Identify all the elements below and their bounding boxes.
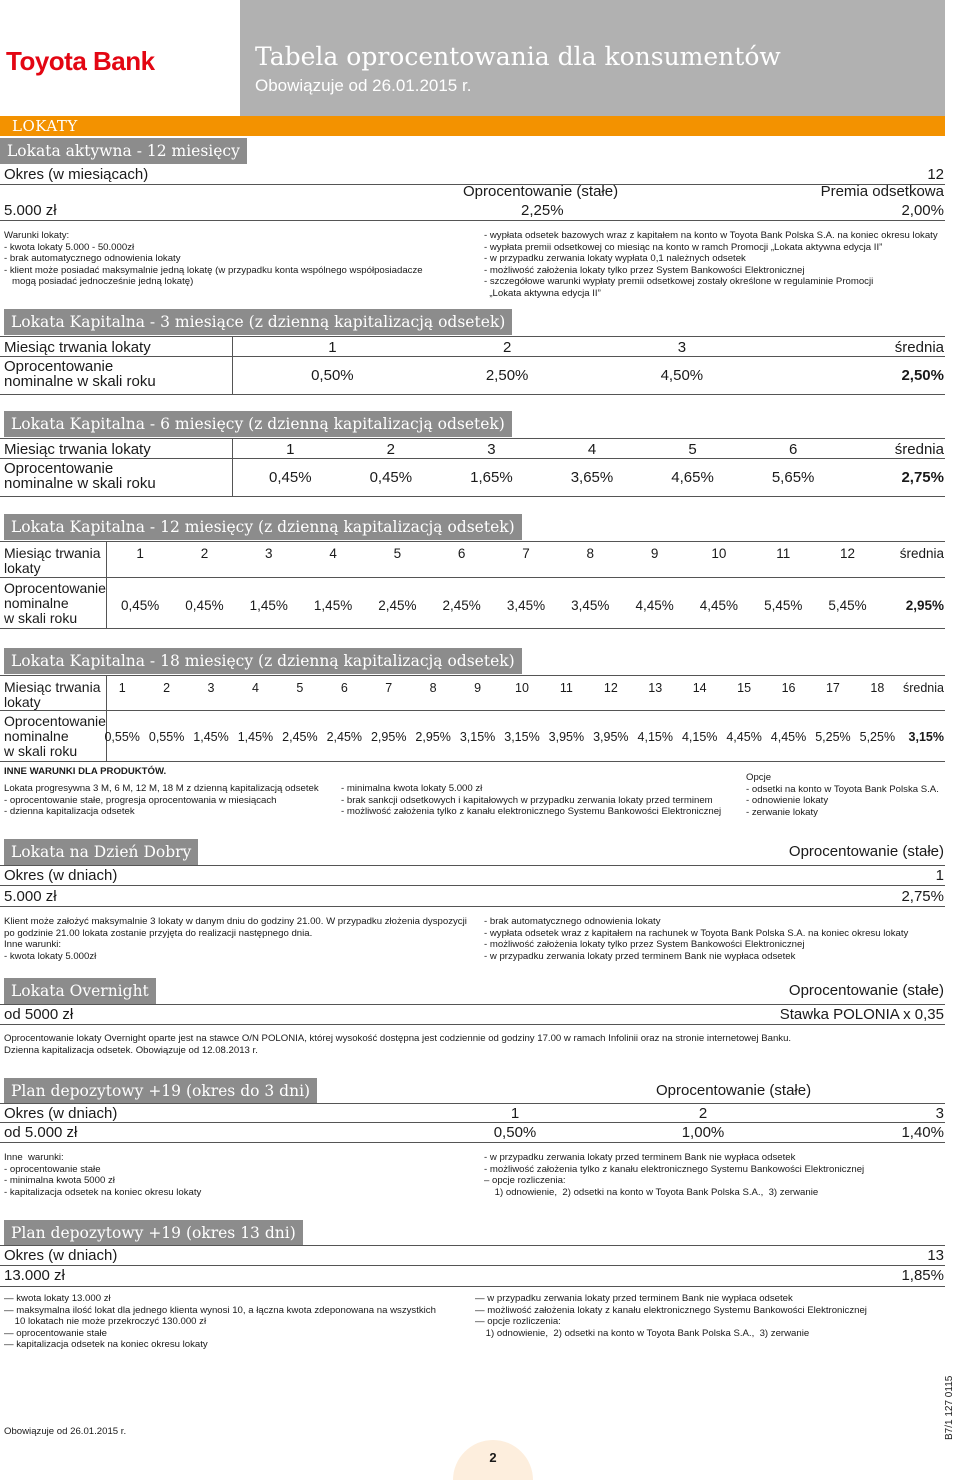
kap3-rate-4: 2,50% [901, 367, 944, 384]
plan13-left-notes: — kwota lokaty 13.000 zł — maksymalna ilość lokat dla jednego klienta wynosi 10, a łączna kwota zdeponowana na wszystkich 10 lokatach nie może przekroczyć 130.000 zł — oprocentowanie stałe — kapitalizacja odsetek na koniec okresu lokaty [4, 1293, 436, 1351]
aktywna-amount: 5.000 zł [4, 202, 57, 219]
kap18-rate-label-1: Oprocentowanie [4, 713, 106, 729]
plan3-period-label: Okres (w dniach) [4, 1105, 118, 1122]
document-code: B7/1 127 0115 [944, 1375, 955, 1440]
divider [0, 1245, 945, 1246]
kap12-rate-12: 5,45% [828, 598, 867, 613]
divider [0, 1122, 945, 1123]
kap12-rate-6: 2,45% [442, 598, 481, 613]
divider [0, 906, 945, 907]
plan13-amount: 13.000 zł [4, 1267, 65, 1284]
aktywna-period-value: 12 [927, 166, 944, 183]
toyota-bank-logo: Toyota Bank [6, 46, 155, 76]
plan13-period-label: Okres (w dniach) [4, 1247, 118, 1264]
kap6-tag: Lokata Kapitalna - 6 miesięcy (z dzienną kapitalizacją odsetek) [4, 411, 512, 437]
kap18-rate-14: 4,15% [681, 730, 718, 744]
kap6-rate-label-1: Oprocentowanie [4, 460, 114, 477]
kap18-rate-15: 4,45% [726, 730, 762, 744]
kap12-tag: Lokata Kapitalna - 12 miesięcy (z dzienną kapitalizacją odsetek) [4, 514, 522, 540]
inne-col1: Lokata progresywna 3 M, 6 M, 12 M, 18 M z dzienną kapitalizacją odsetek - oprocentowanie stałe, progresja oprocentowania w miesiącach - dzienna kapitalizacja odsetek [4, 783, 319, 818]
plan13-rate: 1,85% [901, 1267, 944, 1284]
aktywna-tag: Lokata aktywna - 12 miesięcy [0, 138, 247, 164]
kap18-month-12: 12 [603, 681, 618, 695]
page-title: Tabela oprocentowania dla konsumentów [255, 42, 781, 71]
kap6-rate-3: 1,65% [470, 469, 513, 486]
aktywna-rate: 2,25% [521, 202, 564, 219]
kap6-month-1: 1 [286, 441, 295, 458]
kap3-rate-label-2: nominalne w skali roku [4, 373, 156, 390]
kap6-month-7: średnia [894, 441, 944, 458]
page-number: 2 [489, 1450, 497, 1465]
kap18-month-6: 6 [340, 681, 348, 695]
kap6-rate-6: 5,65% [771, 469, 815, 486]
kap18-month-15: 15 [737, 681, 752, 695]
kap12-rate-label-3: w skali roku [4, 610, 78, 626]
kap12-month-3: 3 [265, 546, 273, 561]
divider [0, 394, 945, 395]
divider [0, 496, 945, 497]
kap18-rate-12: 3,95% [593, 730, 629, 744]
kap3-rate-2: 2,50% [485, 367, 529, 384]
kap12-month-10: 10 [711, 546, 727, 561]
kap12-rate-3: 1,45% [249, 598, 288, 613]
plan3-left-notes: Inne warunki: - oprocentowanie stałe - minimalna kwota 5000 zł - kapitalizacja odsetek na koniec okresu lokaty [4, 1152, 202, 1198]
kap3-rate-label-1: Oprocentowanie [4, 358, 114, 375]
kap3-month-2: 2 [502, 339, 512, 356]
kap12-month-7: 7 [522, 546, 530, 561]
overnight-amount: od 5000 zł [4, 1006, 74, 1023]
divider [0, 458, 945, 459]
plan3-rate-2: 1,00% [681, 1124, 725, 1141]
plan3-rate-3: 1,40% [901, 1124, 944, 1141]
kap18-rate-10: 3,15% [504, 730, 540, 744]
divider [0, 1024, 945, 1025]
kap6-month-6: 6 [788, 441, 798, 458]
kap12-rate-10: 4,45% [699, 598, 739, 613]
kap18-rate-7: 2,95% [370, 730, 407, 744]
kap18-month-label-1: Miesiąc trwania [4, 679, 101, 695]
kap12-month-11: 11 [776, 546, 791, 561]
divider [0, 541, 945, 542]
overnight-col-rate: Oprocentowanie (stałe) [788, 982, 944, 999]
kap3-rate-3: 4,50% [660, 367, 704, 384]
divider [0, 885, 945, 886]
kap12-rate-1: 0,45% [121, 598, 160, 613]
dzien-rate: 2,75% [901, 888, 944, 905]
kap6-rate-7: 2,75% [901, 469, 944, 486]
kap18-rate-3: 1,45% [193, 730, 229, 744]
divider [0, 675, 945, 676]
aktywna-col-rate: Oprocentowanie (stałe) [463, 183, 619, 200]
kap12-month-label-2: lokaty [4, 560, 41, 576]
divider [232, 336, 233, 394]
aktywna-conditions-right: - wypłata odsetek bazowych wraz z kapitałem na konto w Toyota Bank Polska S.A. na koniec okresu lokaty - wypłata premii odsetkowej co miesiąc na konto w ramch Promocji „Lokata aktywna edycja II” - w przypadku zerwania lokaty wypłata 0,1 należnych odsetek - możliwość założenia lokaty tylko przez System Bankowości Elektronicznej - szczegółowe warunki wypłaty premii odsetkowej zostały określone w regulaminie Promocji „Lokata aktywna edycja II” [484, 230, 938, 299]
plan3-col-rate: Oprocentowanie (stałe) [656, 1082, 812, 1099]
dzien-period-value: 1 [935, 867, 944, 884]
kap18-rate-6: 2,45% [326, 730, 363, 744]
kap12-rate-11: 5,45% [764, 598, 803, 613]
kap18-month-7: 7 [385, 681, 393, 695]
kap18-rate-11: 3,95% [548, 730, 585, 744]
kap12-rate-8: 3,45% [571, 598, 610, 613]
plan3-period-1: 1 [510, 1105, 520, 1122]
plan3-tag: Plan depozytowy +19 (okres do 3 dni) [4, 1078, 317, 1104]
plan3-amount: od 5.000 zł [4, 1124, 78, 1141]
aktywna-conditions-left: Warunki lokaty: - kwota lokaty 5.000 - 50.000zł - brak automatycznego odnowienia lokaty - klient może posiadać maksymalnie jedną lokatę (w przypadku konta wspólnego współposiadacze mogą posiadać jednocześnie jedną lokatę) [4, 230, 423, 288]
kap3-tag: Lokata Kapitalna - 3 miesiące (z dzienną kapitalizacją odsetek) [4, 309, 512, 335]
dzien-left-notes: Klient może założyć maksymalnie 3 lokaty w danym dniu do godziny 21.00. W przypadku złożenia dyspozycji po godzinie 21.00 lokata zostanie przyjęta do realizacji następnego dnia. Inne warunki: - kwota lokaty 5.000zł [4, 916, 467, 962]
kap18-month-11: 11 [559, 681, 573, 695]
kap18-rate-1: 0,55% [104, 730, 140, 744]
page-number-badge [453, 1440, 533, 1480]
kap18-rate-2: 0,55% [148, 730, 185, 744]
divider [0, 1004, 945, 1005]
kap6-month-2: 2 [386, 441, 396, 458]
kap12-month-1: 1 [136, 546, 144, 561]
divider [0, 1265, 945, 1266]
overnight-note: Oprocentowanie lokaty Overnight oparte jest na stawce O/N POLONIA, której wysokość dostępna jest codziennie od godziny 17.00 w ramach Infolinii oraz na stronie internetowej Banku. Dzienna kapitalizacja odsetek. Obowiązuje od 12.08.2013 r. [4, 1033, 792, 1056]
plan13-period-value: 13 [927, 1247, 944, 1264]
kap3-month-3: 3 [677, 339, 687, 356]
kap18-month-5: 5 [296, 681, 304, 695]
plan3-period-3: 3 [935, 1105, 944, 1122]
kap18-rate-17: 5,25% [815, 730, 851, 744]
kap12-month-12: 12 [840, 546, 856, 561]
kap6-rate-1: 0,45% [269, 469, 312, 486]
plan3-right-notes: - w przypadku zerwania lokaty przed terminem Bank nie wypłaca odsetek - możliwość założenia tylko z kanału elektronicznego Systemu Bankowości Elektronicznej – opcje rozliczenia: 1) odnowienie, 2) odsetki na konto w Toyota Bank Polska S.A., 3) zerwanie [484, 1152, 865, 1198]
kap12-month-13: średnia [899, 546, 944, 561]
divider [0, 336, 945, 337]
divider [0, 356, 945, 357]
plan3-period-2: 2 [698, 1105, 708, 1122]
dzien-period-label: Okres (w dniach) [4, 867, 118, 884]
kap12-month-2: 2 [200, 546, 209, 561]
kap18-tag: Lokata Kapitalna - 18 miesięcy (z dzienną kapitalizacją odsetek) [4, 648, 522, 674]
kap12-rate-13: 2,95% [905, 598, 944, 613]
inne-col2: - minimalna kwota lokaty 5.000 zł - brak sankcji odsetkowych i kapitałowych w przypadku zerwania lokaty przed terminem - możliwość założenia tylko z kanału elektronicznego Systemu Bankowości Elektronicznej [341, 783, 722, 818]
kap6-month-4: 4 [587, 441, 597, 458]
kap18-rate-label-2: nominalne [4, 728, 69, 744]
divider [0, 628, 945, 629]
kap18-month-9: 9 [474, 681, 482, 695]
divider [0, 761, 945, 762]
plan3-rate-1: 0,50% [493, 1124, 537, 1141]
kap18-rate-16: 4,45% [770, 730, 807, 744]
kap12-rate-7: 3,45% [506, 598, 546, 613]
kap12-rate-9: 4,45% [635, 598, 674, 613]
kap18-rate-5: 2,45% [282, 730, 318, 744]
kap18-rate-13: 4,15% [637, 730, 673, 744]
kap6-month-3: 3 [487, 441, 496, 458]
divider [0, 1142, 945, 1143]
overnight-rate: Stawka POLONIA x 0,35 [779, 1006, 944, 1023]
kap6-rate-2: 0,45% [369, 469, 413, 486]
section-bar-lokaty [0, 116, 945, 136]
kap3-month-label: Miesiąc trwania lokaty [4, 339, 151, 356]
kap18-month-19: średnia [902, 681, 944, 695]
kap12-month-5: 5 [393, 546, 402, 561]
kap18-month-4: 4 [251, 681, 259, 695]
kap18-month-3: 3 [207, 681, 215, 695]
inne-title: INNE WARUNKI DLA PRODUKTÓW. [4, 766, 167, 777]
divider [0, 710, 945, 711]
dzien-tag: Lokata na Dzień Dobry [4, 839, 198, 865]
kap18-month-16: 16 [781, 681, 796, 695]
plan13-tag: Plan depozytowy +19 (okres 13 dni) [4, 1220, 303, 1246]
aktywna-col-bonus: Premia odsetkowa [820, 183, 944, 200]
kap18-month-14: 14 [692, 681, 707, 695]
kap12-month-6: 6 [457, 546, 466, 561]
kap12-month-4: 4 [329, 546, 337, 561]
divider [0, 1286, 945, 1287]
kap3-rate-1: 0,50% [311, 367, 354, 384]
kap18-month-10: 10 [515, 681, 529, 695]
kap18-rate-label-3: w skali roku [4, 743, 78, 759]
kap12-month-label-1: Miesiąc trwania [4, 545, 101, 561]
kap18-month-18: 18 [870, 681, 885, 695]
kap6-month-label: Miesiąc trwania lokaty [4, 441, 151, 458]
dzien-amount: 5.000 zł [4, 888, 57, 905]
aktywna-period-label: Okres (w miesiącach) [4, 166, 149, 183]
kap12-rate-2: 0,45% [185, 598, 224, 613]
divider [0, 865, 945, 866]
divider [0, 1103, 945, 1104]
dzien-col-rate: Oprocentowanie (stałe) [788, 843, 944, 860]
section-label: LOKATY [12, 117, 78, 135]
overnight-tag: Lokata Overnight [4, 978, 156, 1004]
kap12-rate-label-1: Oprocentowanie [4, 580, 106, 596]
kap12-month-8: 8 [586, 546, 595, 561]
kap3-month-1: 1 [328, 339, 337, 356]
kap6-rate-5: 4,65% [671, 469, 714, 486]
kap12-month-9: 9 [650, 546, 659, 561]
kap12-rate-5: 2,45% [378, 598, 417, 613]
kap18-rate-4: 1,45% [237, 730, 274, 744]
divider [0, 220, 945, 221]
kap6-rate-4: 3,65% [570, 469, 614, 486]
kap18-rate-19: 3,15% [908, 730, 944, 744]
dzien-right-notes: - brak automatycznego odnowienia lokaty - wypłata odsetek wraz z kapitałem na rachunek w Toyota Bank Polska S.A. na koniec okresu lokaty - możliwość założenia lokaty tylko przez System Bankowości Elektronicznej - w przypadku zerwania lokaty przed terminem Bank nie wypłaca odsetek [484, 916, 909, 962]
divider [0, 438, 945, 439]
kap18-month-2: 2 [163, 681, 171, 695]
kap3-month-4: średnia [894, 339, 944, 356]
inne-col3: Opcje - odsetki na konto w Toyota Bank Polska S.A. - odnowienie lokaty - zerwanie lokaty [746, 772, 939, 818]
effective-date: Obowiązuje od 26.01.2015 r. [255, 76, 472, 95]
kap6-rate-label-2: nominalne w skali roku [4, 475, 156, 492]
kap12-rate-4: 1,45% [313, 598, 353, 613]
kap18-month-1: 1 [118, 681, 126, 695]
kap18-month-17: 17 [825, 681, 840, 695]
divider [106, 541, 107, 628]
kap12-rate-label-2: nominalne [4, 595, 69, 611]
kap18-rate-9: 3,15% [459, 730, 496, 744]
kap18-month-13: 13 [648, 681, 663, 695]
plan13-right-notes: — w przypadku zerwania lokaty przed terminem Bank nie wypłaca odsetek — możliwość założenia lokaty z kanału elektronicznego Systemu Bankowości Elektronicznej — opcje rozliczenia: 1) odnowienie, 2) odsetki na konto w Toyota Bank Polska S.A., 3) zerwanie [475, 1293, 867, 1339]
divider [0, 577, 945, 578]
kap18-month-label-2: lokaty [4, 694, 41, 710]
footer-effective: Obowiązuje od 26.01.2015 r. [4, 1426, 127, 1437]
kap18-month-8: 8 [429, 681, 437, 695]
kap18-rate-18: 5,25% [859, 730, 896, 744]
kap18-rate-8: 2,95% [415, 730, 451, 744]
kap6-month-5: 5 [688, 441, 697, 458]
aktywna-bonus: 2,00% [901, 202, 944, 219]
divider [232, 438, 233, 496]
